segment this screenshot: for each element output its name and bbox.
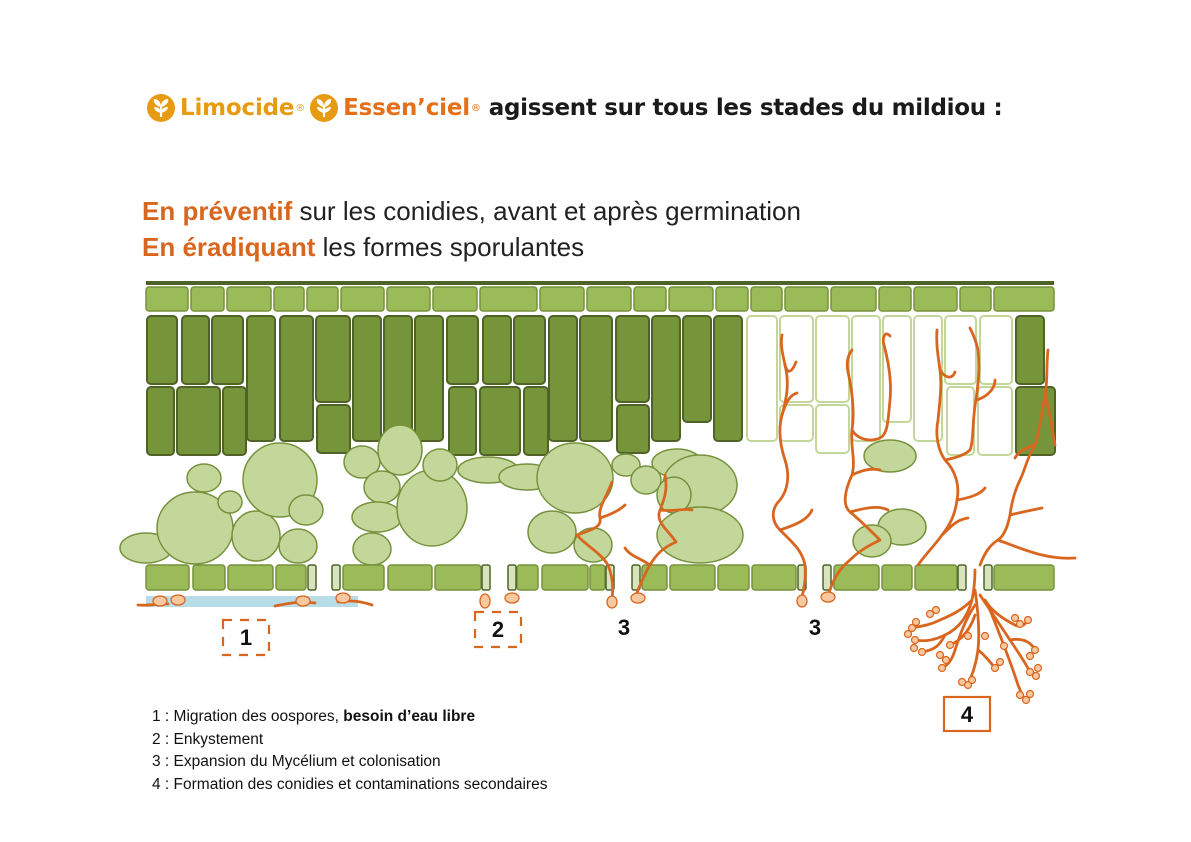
title-rest-text: agissent sur tous les stades du mildiou :	[488, 95, 1003, 121]
legend-item-4: 4 : Formation des conidies et contaminations secondaires	[152, 776, 548, 793]
legend-item-1	[152, 708, 475, 726]
marker-2: 2	[491, 617, 505, 642]
subtitle-line-1-highlight: En préventif	[142, 196, 293, 226]
marker-3a: 3	[617, 615, 631, 640]
brand1-text: Limocide	[180, 95, 295, 121]
marker-1: 1	[239, 625, 253, 650]
legend-item-1-bold: besoin d’eau libre	[343, 708, 476, 725]
subtitle-line-2-rest: les formes sporulantes	[315, 232, 585, 262]
legend-item-3: 3 : Expansion du Mycélium et colonisation	[152, 753, 441, 770]
cuticle	[146, 281, 1054, 285]
marker-4: 4	[960, 702, 974, 727]
marker-3b: 3	[808, 615, 822, 640]
legend-item-1-text: 1 : Migration des oospores,	[152, 708, 344, 725]
lower-epidermis	[146, 565, 1054, 590]
subtitle-line-1-rest: sur les conidies, avant et après germination	[292, 196, 801, 226]
legend-item-2: 2 : Enkystement	[152, 731, 264, 748]
registered-mark-1: ®	[295, 102, 306, 114]
registered-mark-2: ®	[470, 102, 481, 114]
brand2-text: Essen’ciel	[343, 95, 470, 121]
upper-epidermis	[146, 287, 1054, 311]
subtitle-line-2-highlight: En éradiquant	[142, 232, 316, 262]
